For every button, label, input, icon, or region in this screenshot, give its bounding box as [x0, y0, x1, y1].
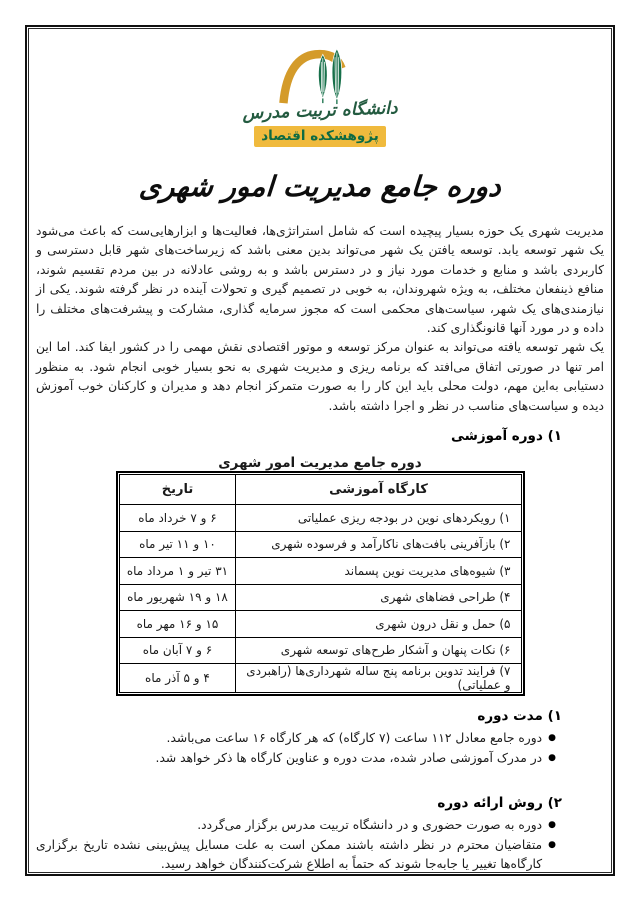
bullet-text: متقاضیان محترم در نظر داشته باشند ممکن است به علت مسایل پیش‌بینی نشده تاریخ برگزاری کارگاه‌ها تغییر یا جابه‌جا شوند که حتماً به اطلاع شرکت‌کنندگان خواهد رسید. — [36, 837, 543, 872]
table-row — [119, 531, 521, 558]
table-row — [119, 637, 521, 664]
date-cell: ۱۸ و ۱۹ شهریور ماه — [119, 584, 236, 611]
workshop-cell: ۲) بازآفرینی بافت‌های ناکارآمد و فرسوده شهری — [236, 531, 521, 558]
intro-paragraph-2: یک شهر توسعه یافته می‌تواند به عنوان مرکز توسعه و موتور اقتصادی نقش مهمی را در کشور ایفا کند. اما این امر تنها در صورتی اتفاق می‌افتد که برنامه ریزی و مدیریت شهری به نحو بسیار خوبی انجام شود. به منظور دستیابی به‌این مهم، دولت محلی باید این کار را به صورت متمرکز انجام دهد و مدیران و کارکنان خوب آموزش دیده و سیاست‌های مناسب در نظر و اجرا داشته باشد. — [36, 340, 604, 413]
table-row — [119, 611, 521, 638]
list-item — [36, 816, 556, 836]
table-title: دوره جامع مدیریت امور شهری — [218, 455, 422, 472]
list-item — [36, 729, 556, 749]
workshop-cell: ۶) نکات پنهان و آشکار طرح‌های توسعه شهری — [236, 637, 521, 664]
bullet-icon: ● — [548, 839, 556, 850]
workshop-cell: ۳) شیوه‌های مدیریت نوین پسماند — [236, 558, 521, 585]
table-row — [119, 558, 521, 585]
workshop-cell: ۵) حمل و نقل درون شهری — [236, 611, 521, 638]
date-cell: ۳۱ تیر و ۱ مرداد ماه — [119, 558, 236, 585]
date-cell: ۶ و ۷ آبان ماه — [119, 637, 236, 664]
bullet-icon: ● — [548, 752, 556, 763]
table-row — [119, 584, 521, 611]
date-cell: ۱۰ و ۱۱ تیر ماه — [119, 531, 236, 558]
university-name: دانشگاه تربیت مدرس — [242, 98, 398, 124]
date-cell: ۴ و ۵ آذر ماه — [119, 664, 236, 693]
page-border-frame — [25, 25, 615, 876]
table-header-row — [119, 475, 521, 505]
table-row — [119, 664, 521, 693]
workshops-table — [119, 474, 522, 693]
list-item — [36, 749, 556, 769]
section-heading-course: ۱) دوره آموزشی — [450, 428, 562, 445]
bullet-icon: ● — [548, 820, 556, 831]
date-cell: ۶ و ۷ خرداد ماه — [119, 505, 236, 532]
workshop-cell: ۱) رویکردهای نوین در بودجه ریزی عملیاتی — [236, 505, 521, 532]
institute-name-badge: پژوهشکده اقتصاد — [254, 126, 386, 147]
bullet-icon: ● — [548, 733, 556, 744]
duration-bullets — [36, 729, 604, 768]
course-title: دوره جامع مدیریت امور شهری — [138, 170, 503, 203]
bullet-text: دوره به صورت حضوری و در دانشگاه تربیت مدرس برگزار می‌گردد. — [197, 818, 543, 833]
page-content — [28, 28, 612, 873]
bullet-text: دوره جامع معادل ۱۱۲ ساعت (۷ کارگاه) که هر کارگاه ۱۶ ساعت می‌باشد. — [166, 731, 543, 746]
intro-text — [36, 222, 604, 416]
date-cell: ۱۵ و ۱۶ مهر ماه — [119, 611, 236, 638]
column-header-workshop: کارگاه آموزشی — [236, 475, 521, 505]
intro-paragraph-1: مدیریت شهری یک حوزه بسیار پیچیده است که شامل استراتژی‌ها، فعالیت‌ها و ابزارهایی‌ست که باعث می‌شود یک شهر توسعه یابد. توسعه یافتن یک شهر می‌تواند بدین معنی باشد که زیرساخت‌های شهر قابل دسترسی و کاربردی باشد و منابع و خدمات مورد نیاز و در دسترس باشد و به روشی عادلانه در بین مردم تقسیم شوند، منافع ذینفعان مختلف، به ویژه شهروندان، به خوبی در تصمیم گیری و تحولات آینده در نظر گرفته شوند. یکی از نیازمندی‌های یک شهر، سیاست‌های محکمی است که مجوز سرمایه گذاری، مشارکت و پیشرفت‌های مختلف را داده و در مورد آنها قانونگذاری کند. — [36, 224, 604, 336]
section-heading-duration: ۱) مدت دوره — [477, 708, 562, 725]
workshop-cell: ۷) فرایند تدوین برنامه پنج ساله شهرداری‌ها (راهبردی و عملیاتی) — [236, 664, 521, 693]
university-logo-icon — [277, 45, 363, 105]
section-heading-method: ۲) روش ارائه دوره — [437, 795, 562, 812]
column-header-date: تاریخ — [119, 475, 236, 505]
table-row — [119, 505, 521, 532]
list-item — [36, 836, 556, 875]
bullet-text: در مدرک آموزشی صادر شده، مدت دوره و عناوین کارگاه ها ذکر خواهد شد. — [155, 750, 543, 765]
workshop-cell: ۴) طراحی فضاهای شهری — [236, 584, 521, 611]
logo-block — [36, 45, 604, 147]
method-bullets — [36, 816, 604, 875]
